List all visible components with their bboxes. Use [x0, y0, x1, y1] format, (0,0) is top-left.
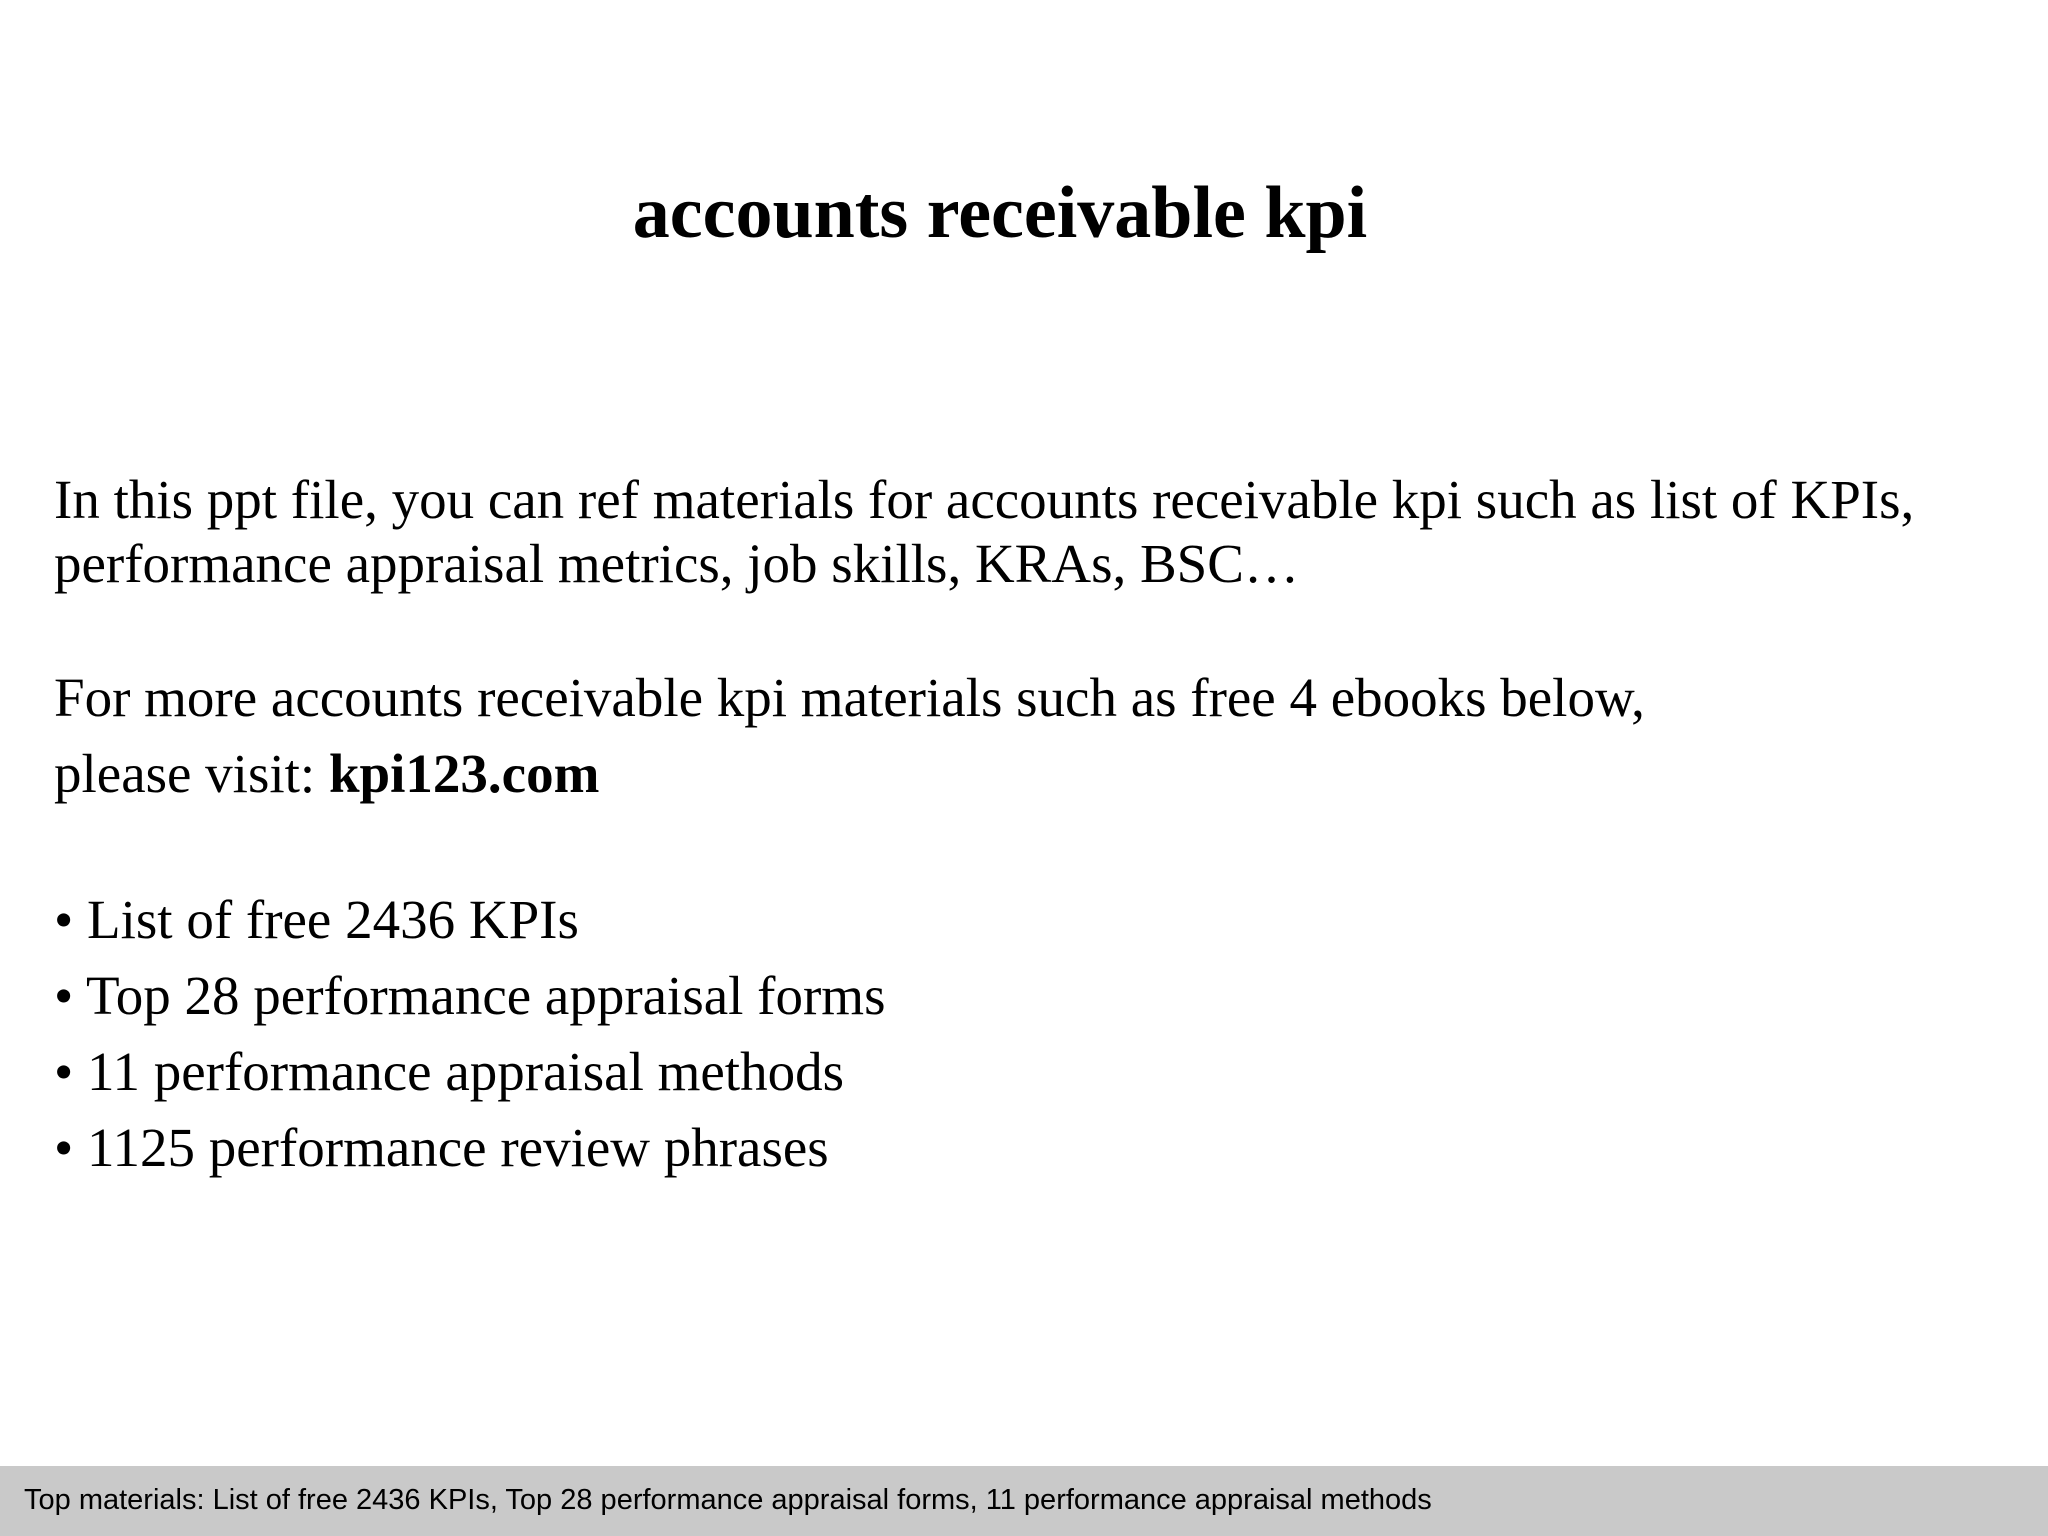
- ebook-label: 11 performance appraisal methods: [87, 1041, 844, 1102]
- bullet-icon: •: [54, 965, 74, 1026]
- bullet-icon: •: [54, 1041, 74, 1102]
- bullet-icon: •: [54, 889, 74, 950]
- site-link[interactable]: kpi123.com: [328, 743, 600, 804]
- ebook-list-item: [54, 1034, 886, 1110]
- footer-text: Top materials: List of free 2436 KPIs, Top 28 performance appraisal forms, 11 performance appraisal methods: [24, 1484, 1432, 1516]
- visit-prefix: please visit:: [54, 743, 329, 804]
- footer-bar: [0, 1466, 2048, 1536]
- ebook-label: Top 28 performance appraisal forms: [86, 965, 886, 1026]
- more-materials-paragraph: [54, 660, 2014, 812]
- intro-line-2: performance appraisal metrics, job skills, KRAs, BSC…: [54, 533, 1299, 594]
- ebook-label: List of free 2436 KPIs: [87, 889, 579, 950]
- intro-line-1: In this ppt file, you can ref materials for accounts receivable kpi such as list of KPIs,: [54, 469, 1915, 530]
- ebook-list-item: [54, 958, 886, 1034]
- intro-paragraph: [54, 468, 2014, 596]
- ebook-label: 1125 performance review phrases: [87, 1117, 829, 1178]
- slide-title: accounts receivable kpi: [632, 172, 1368, 254]
- ebook-list: [54, 882, 886, 1186]
- ebook-list-item: [54, 1110, 886, 1186]
- bullet-icon: •: [54, 1117, 74, 1178]
- more-line-1: For more accounts receivable kpi materials such as free 4 ebooks below,: [54, 667, 1645, 728]
- ebook-list-item: [54, 882, 886, 958]
